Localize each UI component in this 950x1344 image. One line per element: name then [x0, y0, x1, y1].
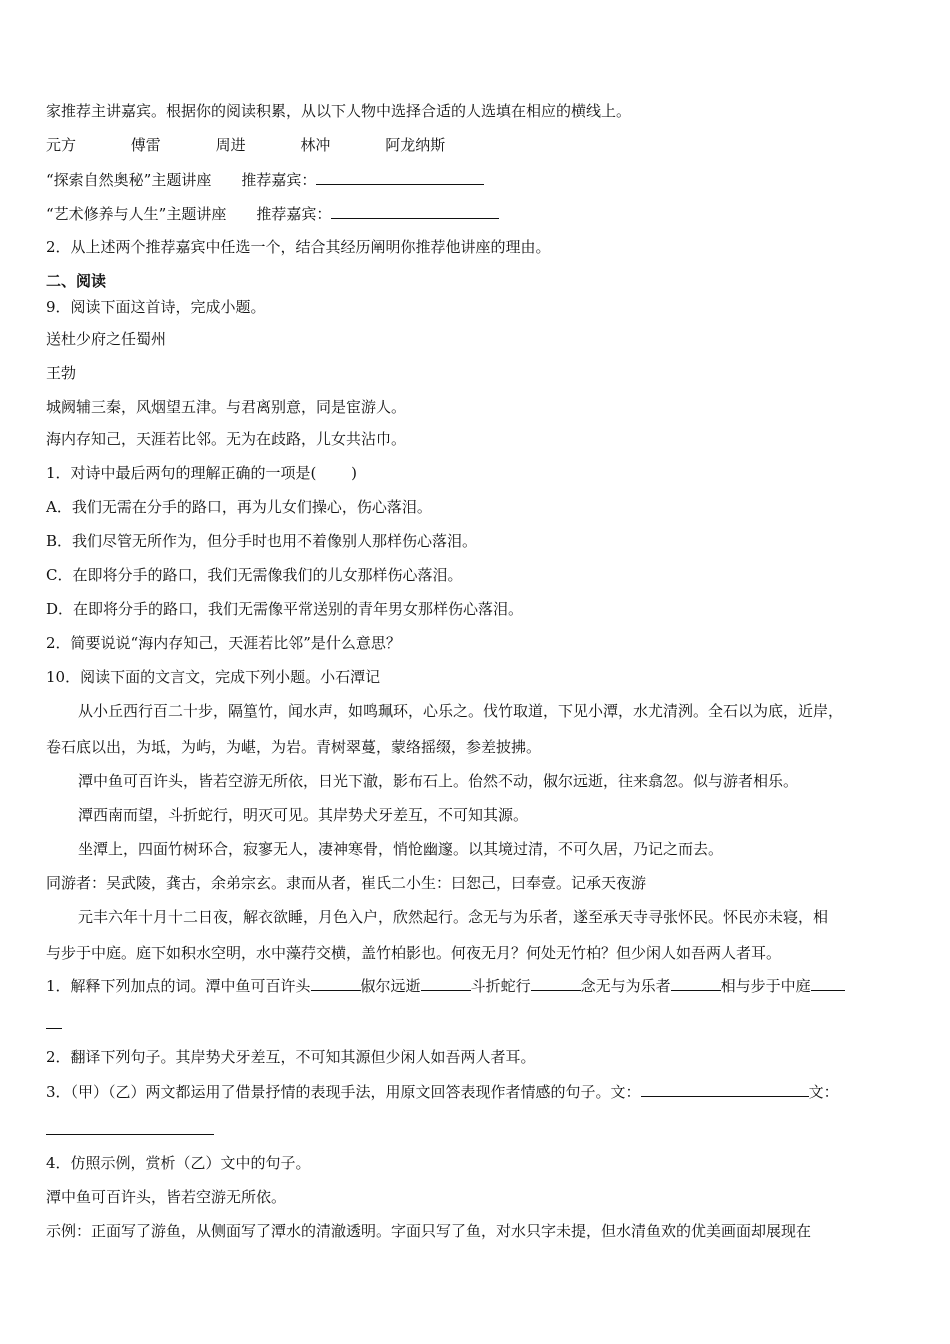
question-8-2: 2．从上述两个推荐嘉宾中任选一个，结合其经历阐明你推荐他讲座的理由。: [46, 238, 551, 256]
question-text: 相与步于中庭: [720, 977, 811, 995]
text-paragraph: 潭西南而望，斗折蛇行，明灭可见。其岸势犬牙差互，不可知其源。: [78, 806, 529, 824]
question-9: 9．阅读下面这首诗，完成小题。: [46, 298, 266, 316]
question-10-4: 4．仿照示例，赏析（乙）文中的句子。: [46, 1154, 311, 1172]
text-paragraph: 坐潭上，四面竹树环合，寂寥无人，凄神寒骨，悄怆幽邃。以其境过清，不可久居，乃记之而去。: [78, 840, 724, 858]
question-text: 3．（甲）（乙）两文都运用了借景抒情的表现手法，用原文回答表现作者情感的句子。文：: [46, 1083, 641, 1101]
candidate-name: 阿龙纳斯: [385, 136, 446, 154]
option-a: A．我们无需在分手的路口，再为儿女们操心，伤心落泪。: [46, 498, 432, 516]
text-paragraph: 同游者：吴武陵，龚古，余弟宗玄。隶而从者，崔氏二小生：曰恕己，曰奉壹。记承天夜游: [46, 874, 647, 892]
option-d: D．在即将分手的路口，我们无需像平常送别的青年男女那样伤心落泪。: [46, 600, 524, 618]
candidate-name: 林冲: [300, 136, 331, 154]
candidate-name: 傅雷: [130, 136, 161, 154]
question-9-1: 1．对诗中最后两句的理解正确的一项是( ): [46, 464, 358, 482]
answer-blank[interactable]: [311, 974, 361, 991]
question-text: 念无与为乐者: [580, 977, 671, 995]
option-c: C．在即将分手的路口，我们无需像我们的儿女那样伤心落泪。: [46, 566, 463, 584]
question-text: 1．解释下列加点的词。潭中鱼可百许头: [46, 977, 311, 995]
lecture-2-row: [46, 202, 499, 225]
question-text: 俶尔远逝: [360, 977, 421, 995]
text-paragraph: 与步于中庭。庭下如积水空明，水中藻荇交横，盖竹柏影也。何夜无月？何处无竹柏？但少闲人如吾两人者耳。: [46, 944, 782, 962]
lecture-1-row: [46, 168, 484, 191]
text-paragraph: 元丰六年十月十二日夜，解衣欲睡，月色入户，欣然起行。念无与为乐者，遂至承天寺寻张怀民。怀民亦未寝，相: [78, 908, 829, 926]
question-9-2: 2．简要说说“海内存知己，天涯若比邻”是什么意思？: [46, 634, 401, 652]
question-10-2: 2．翻译下列句子。其岸势犬牙差互，不可知其源但少闲人如吾两人者耳。: [46, 1048, 536, 1066]
lecture-1-label: “探索自然奥秘”主题讲座 推荐嘉宾：: [46, 171, 317, 189]
poem-line: 海内存知己，天涯若比邻。无为在歧路，儿女共沾巾。: [46, 430, 407, 448]
answer-blank[interactable]: [671, 974, 721, 991]
answer-blank[interactable]: [531, 974, 581, 991]
intro-line: 家推荐主讲嘉宾。根据你的阅读积累，从以下人物中选择合适的人选填在相应的横线上。: [46, 102, 632, 120]
text-paragraph: 从小丘西行百二十步，隔篁竹，闻水声，如鸣珮环，心乐之。伐竹取道，下见小潭，水尤清洌。全石以为底，近岸，: [78, 702, 844, 720]
example-sentence: 潭中鱼可百许头，皆若空游无所依。: [46, 1188, 287, 1206]
option-b: B．我们尽管无所作为，但分手时也用不着像别人那样伤心落泪。: [46, 532, 478, 550]
text-paragraph: 卷石底以出，为坻，为屿，为嵁，为岩。青树翠蔓，蒙络摇缀，参差披拂。: [46, 738, 542, 756]
poem-author: 王勃: [46, 364, 77, 382]
section-heading: 二、阅读: [46, 272, 107, 290]
candidate-name: 元方: [46, 136, 77, 154]
answer-blank[interactable]: [316, 168, 484, 185]
question-text: 斗折蛇行: [470, 977, 531, 995]
answer-blank[interactable]: [421, 974, 471, 991]
answer-blank[interactable]: [331, 202, 499, 219]
lecture-2-label: “艺术修养与人生”主题讲座 推荐嘉宾：: [46, 205, 332, 223]
answer-blank[interactable]: [641, 1080, 809, 1097]
question-text: 文：: [808, 1083, 839, 1101]
text-paragraph: 潭中鱼可百许头，皆若空游无所依，日光下澈，影布石上。佁然不动，俶尔远逝，往来翕忽。似与游者相乐。: [78, 772, 799, 790]
candidate-list: [46, 134, 495, 156]
answer-blank[interactable]: [811, 974, 845, 991]
question-10-3: [46, 1080, 839, 1103]
poem-line: 城阙辅三秦，风烟望五津。与君离别意，同是宦游人。: [46, 398, 407, 416]
candidate-name: 周进: [215, 136, 246, 154]
question-10: 10．阅读下面的文言文，完成下列小题。小石潭记: [46, 668, 381, 686]
question-10-1: [46, 974, 845, 997]
example-analysis: 示例：正面写了游鱼，从侧面写了潭水的清澈透明。字面只写了鱼，对水只字未提，但水清鱼欢的优美画面却展现在: [46, 1222, 812, 1240]
answer-blank[interactable]: [46, 1028, 62, 1029]
poem-title: 送杜少府之任蜀州: [46, 330, 167, 348]
answer-blank[interactable]: [46, 1134, 214, 1135]
